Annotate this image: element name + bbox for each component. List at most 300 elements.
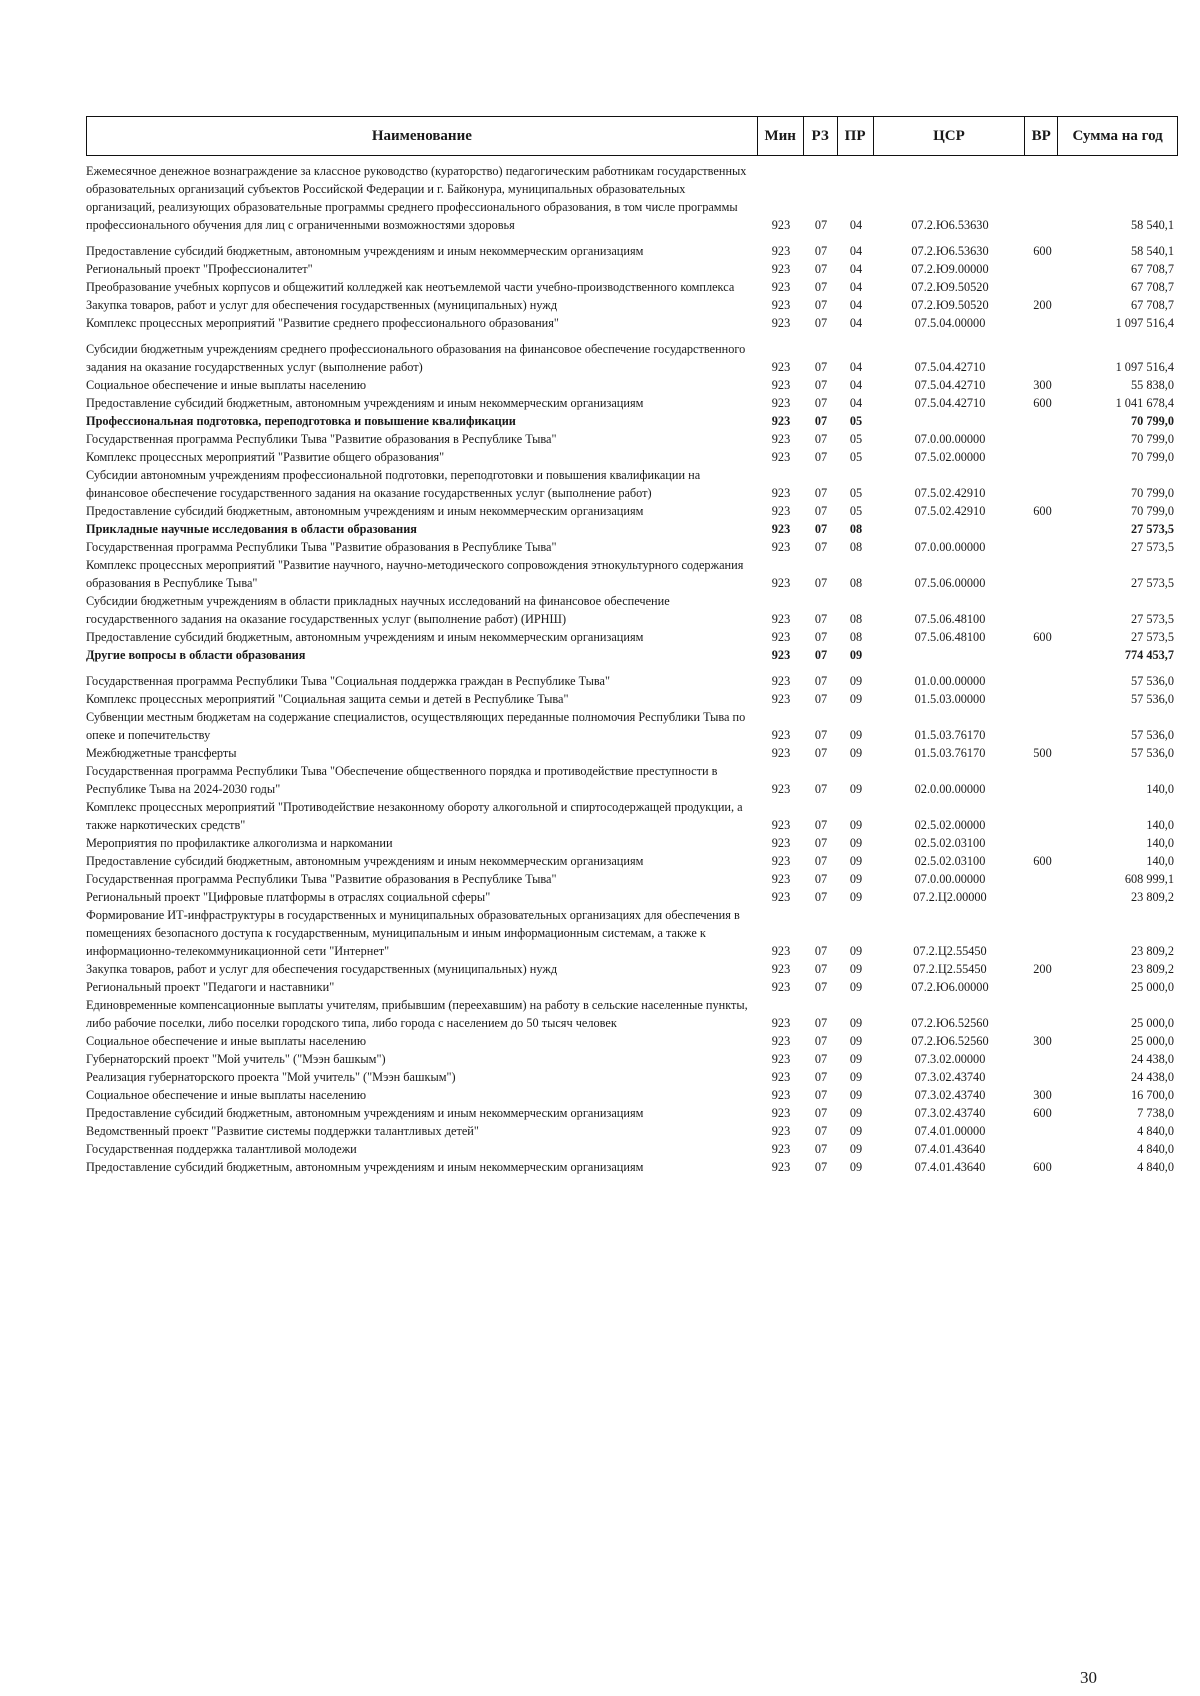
cell-name: Субвенции местным бюджетам на содержание специалистов, осуществляющих переданные полномочия Республики Тыва по опеке и попечительству <box>86 710 746 742</box>
cell-sum: 140,0 <box>1146 836 1174 850</box>
cell-csr: 07.3.02.00000 <box>914 1052 986 1066</box>
cell-rz: 07 <box>814 244 828 258</box>
table-row <box>86 502 1178 520</box>
cell-min: 923 <box>771 1124 791 1138</box>
cell-pr: 08 <box>849 522 863 536</box>
cell-min: 923 <box>771 1106 791 1120</box>
cell-min: 923 <box>771 854 791 868</box>
table-row <box>86 314 1178 332</box>
cell-pr: 09 <box>849 1034 863 1048</box>
cell-sum: 1 041 678,4 <box>1115 396 1174 410</box>
cell-vr: 200 <box>1033 962 1052 976</box>
cell-min: 923 <box>771 486 791 500</box>
cell-pr: 09 <box>849 648 863 662</box>
table-row <box>86 278 1178 296</box>
cell-rz: 07 <box>814 1106 828 1120</box>
table-row <box>86 1068 1178 1086</box>
table-row <box>86 430 1178 448</box>
header-pr: ПР <box>838 117 874 155</box>
cell-pr: 09 <box>849 1160 863 1174</box>
cell-min: 923 <box>771 1034 791 1048</box>
cell-sum: 25 000,0 <box>1130 980 1174 994</box>
cell-rz: 07 <box>814 298 828 312</box>
cell-min: 923 <box>771 378 791 392</box>
cell-name: Государственная программа Республики Тыва "Развитие образования в Республике Тыва" <box>86 432 557 446</box>
cell-sum: 1 097 516,4 <box>1115 316 1174 330</box>
cell-pr: 04 <box>849 360 863 374</box>
cell-name: Региональный проект "Цифровые платформы в отраслях социальной сферы" <box>86 890 491 904</box>
table-row <box>86 888 1178 906</box>
cell-sum: 774 453,7 <box>1124 648 1174 662</box>
table-row <box>86 1122 1178 1140</box>
cell-rz: 07 <box>814 1052 828 1066</box>
cell-sum: 58 540,1 <box>1130 218 1174 232</box>
cell-rz: 07 <box>814 486 828 500</box>
cell-rz: 07 <box>814 1016 828 1030</box>
cell-vr: 600 <box>1033 1160 1052 1174</box>
table-row <box>86 798 1178 834</box>
table-row <box>86 906 1178 960</box>
cell-name: Губернаторский проект "Мой учитель" ("Мээн башкым") <box>86 1052 386 1066</box>
cell-sum: 27 573,5 <box>1130 576 1174 590</box>
cell-csr: 07.3.02.43740 <box>914 1070 986 1084</box>
table-row <box>86 690 1178 708</box>
cell-min: 923 <box>771 360 791 374</box>
cell-csr: 07.2.Ц2.55450 <box>913 962 987 976</box>
cell-min: 923 <box>771 414 791 428</box>
cell-name: Закупка товаров, работ и услуг для обеспечения государственных (муниципальных) нужд <box>86 962 558 976</box>
table-row <box>86 708 1178 744</box>
cell-csr: 07.5.02.00000 <box>914 450 986 464</box>
cell-min: 923 <box>771 674 791 688</box>
cell-min: 923 <box>771 576 791 590</box>
cell-min: 923 <box>771 540 791 554</box>
header-name: Наименование <box>87 117 758 155</box>
cell-sum: 57 536,0 <box>1130 674 1174 688</box>
table-row <box>86 448 1178 466</box>
cell-vr: 600 <box>1033 1106 1052 1120</box>
cell-name: Предоставление субсидий бюджетным, автономным учреждениям и иным некоммерческим организациям <box>86 1160 644 1174</box>
cell-csr: 02.0.00.00000 <box>914 782 986 796</box>
cell-name: Предоставление субсидий бюджетным, автономным учреждениям и иным некоммерческим организациям <box>86 244 644 258</box>
cell-sum: 140,0 <box>1146 782 1174 796</box>
cell-rz: 07 <box>814 782 828 796</box>
cell-pr: 09 <box>849 746 863 760</box>
cell-min: 923 <box>771 432 791 446</box>
cell-sum: 67 708,7 <box>1130 280 1174 294</box>
cell-pr: 08 <box>849 630 863 644</box>
cell-vr: 600 <box>1033 854 1052 868</box>
table-row <box>86 466 1178 502</box>
table-row <box>86 340 1178 376</box>
header-sum: Сумма на год <box>1072 127 1163 144</box>
cell-csr: 07.2.Ю6.53630 <box>911 218 989 232</box>
cell-name: Ежемесячное денежное вознаграждение за классное руководство (кураторство) педагогическим работникам государственных образовательных организаций субъектов Российской Федерации и г. Байконура, муниципальных образовательных организаций, реализующих образовательные программы среднего профессионального образования, в том числе программы профессионального обучения для лиц с ограниченными возможностями здоровья <box>86 164 747 232</box>
cell-rz: 07 <box>814 648 828 662</box>
cell-min: 923 <box>771 648 791 662</box>
cell-min: 923 <box>771 728 791 742</box>
cell-rz: 07 <box>814 218 828 232</box>
cell-csr: 07.3.02.43740 <box>914 1088 986 1102</box>
cell-pr: 09 <box>849 872 863 886</box>
cell-sum: 140,0 <box>1146 854 1174 868</box>
cell-min: 923 <box>771 1142 791 1156</box>
table-row <box>86 1140 1178 1158</box>
table-row <box>86 1158 1178 1176</box>
table-row <box>86 870 1178 888</box>
cell-csr: 07.2.Ю6.52560 <box>911 1016 989 1030</box>
table-row <box>86 162 1178 234</box>
cell-csr: 07.0.00.00000 <box>914 540 986 554</box>
cell-csr: 07.0.00.00000 <box>914 432 986 446</box>
cell-name: Субсидии автономным учреждениям профессиональной подготовки, переподготовки и повышения квалификации на финансовое обеспечение государственного задания на оказание государственных услуг (выполнение работ) <box>86 468 701 500</box>
cell-name: Предоставление субсидий бюджетным, автономным учреждениям и иным некоммерческим организациям <box>86 504 644 518</box>
table-row <box>86 744 1178 762</box>
cell-sum: 16 700,0 <box>1130 1088 1174 1102</box>
cell-rz: 07 <box>814 854 828 868</box>
cell-name: Комплекс процессных мероприятий "Социальная защита семьи и детей в Республике Тыва" <box>86 692 569 706</box>
cell-pr: 09 <box>849 1124 863 1138</box>
cell-pr: 09 <box>849 836 863 850</box>
cell-sum: 70 799,0 <box>1130 486 1174 500</box>
cell-vr: 600 <box>1033 244 1052 258</box>
cell-csr: 07.2.Ц2.55450 <box>913 944 987 958</box>
cell-min: 923 <box>771 1070 791 1084</box>
cell-sum: 24 438,0 <box>1130 1052 1174 1066</box>
cell-csr: 07.4.01.00000 <box>914 1124 986 1138</box>
cell-csr: 07.5.06.00000 <box>914 576 986 590</box>
cell-pr: 08 <box>849 576 863 590</box>
cell-csr: 01.5.03.76170 <box>914 728 986 742</box>
cell-csr: 07.3.02.43740 <box>914 1106 986 1120</box>
cell-pr: 09 <box>849 854 863 868</box>
cell-name: Социальное обеспечение и иные выплаты населению <box>86 1034 367 1048</box>
cell-rz: 07 <box>814 746 828 760</box>
cell-sum: 23 809,2 <box>1130 962 1174 976</box>
cell-vr: 500 <box>1033 746 1052 760</box>
cell-csr: 07.0.00.00000 <box>914 872 986 886</box>
cell-sum: 23 809,2 <box>1130 944 1174 958</box>
cell-name: Субсидии бюджетным учреждениям в области прикладных научных исследований на финансовое обеспечение государственного задания на оказание государственных услуг (выполнение работ) (ИРНШ) <box>86 594 670 626</box>
cell-csr: 07.5.04.42710 <box>914 378 986 392</box>
table-row <box>86 394 1178 412</box>
cell-name: Социальное обеспечение и иные выплаты населению <box>86 378 367 392</box>
cell-csr: 07.5.04.42710 <box>914 396 986 410</box>
cell-min: 923 <box>771 746 791 760</box>
table-header <box>86 116 1178 156</box>
cell-sum: 70 799,0 <box>1130 414 1174 428</box>
cell-name: Ведомственный проект "Развитие системы поддержки талантливых детей" <box>86 1124 479 1138</box>
cell-vr: 300 <box>1033 378 1052 392</box>
table-row <box>86 1104 1178 1122</box>
cell-csr: 07.5.02.42910 <box>914 504 986 518</box>
cell-rz: 07 <box>814 414 828 428</box>
cell-csr: 07.2.Ю6.00000 <box>911 980 989 994</box>
cell-vr: 300 <box>1033 1088 1052 1102</box>
cell-csr: 07.5.06.48100 <box>914 630 986 644</box>
cell-min: 923 <box>771 450 791 464</box>
cell-min: 923 <box>771 612 791 626</box>
cell-pr: 09 <box>849 1016 863 1030</box>
cell-sum: 27 573,5 <box>1130 540 1174 554</box>
cell-pr: 04 <box>849 218 863 232</box>
cell-name: Предоставление субсидий бюджетным, автономным учреждениям и иным некоммерческим организациям <box>86 1106 644 1120</box>
cell-name: Государственная поддержка талантливой молодежи <box>86 1142 357 1156</box>
cell-csr: 02.5.02.03100 <box>914 836 986 850</box>
cell-rz: 07 <box>814 1124 828 1138</box>
cell-min: 923 <box>771 782 791 796</box>
cell-csr: 01.0.00.00000 <box>914 674 986 688</box>
cell-sum: 70 799,0 <box>1130 450 1174 464</box>
cell-min: 923 <box>771 244 791 258</box>
cell-rz: 07 <box>814 504 828 518</box>
cell-min: 923 <box>771 280 791 294</box>
cell-rz: 07 <box>814 944 828 958</box>
cell-rz: 07 <box>814 692 828 706</box>
cell-name: Социальное обеспечение и иные выплаты населению <box>86 1088 367 1102</box>
cell-csr: 07.2.Ю6.53630 <box>911 244 989 258</box>
cell-csr: 02.5.02.03100 <box>914 854 986 868</box>
cell-sum: 57 536,0 <box>1130 692 1174 706</box>
cell-pr: 04 <box>849 262 863 276</box>
cell-csr: 07.2.Ю6.52560 <box>911 1034 989 1048</box>
cell-pr: 04 <box>849 396 863 410</box>
cell-csr: 07.2.Ю9.50520 <box>911 298 989 312</box>
cell-rz: 07 <box>814 540 828 554</box>
cell-vr: 600 <box>1033 630 1052 644</box>
cell-sum: 58 540,1 <box>1130 244 1174 258</box>
page-number: 30 <box>1080 1668 1097 1687</box>
cell-csr: 07.5.04.00000 <box>914 316 986 330</box>
cell-csr: 07.5.04.42710 <box>914 360 986 374</box>
cell-sum: 25 000,0 <box>1130 1034 1174 1048</box>
cell-pr: 09 <box>849 674 863 688</box>
header-csr: ЦСР <box>874 117 1026 155</box>
cell-name: Преобразование учебных корпусов и общежитий колледжей как неотъемлемой части учебно-производственного комплекса <box>86 280 735 294</box>
cell-name: Государственная программа Республики Тыва "Развитие образования в Республике Тыва" <box>86 872 557 886</box>
cell-min: 923 <box>771 944 791 958</box>
cell-min: 923 <box>771 262 791 276</box>
table-row <box>86 296 1178 314</box>
header-vr: ВР <box>1025 117 1058 155</box>
cell-sum: 70 799,0 <box>1130 504 1174 518</box>
cell-pr: 09 <box>849 1142 863 1156</box>
cell-csr: 07.2.Ю9.00000 <box>911 262 989 276</box>
cell-rz: 07 <box>814 890 828 904</box>
cell-rz: 07 <box>814 280 828 294</box>
cell-rz: 07 <box>814 630 828 644</box>
cell-name: Другие вопросы в области образования <box>86 648 306 662</box>
cell-rz: 07 <box>814 396 828 410</box>
cell-name: Единовременные компенсационные выплаты учителям, прибывшим (переехавшим) на работу в сельские населенные пункты, либо рабочие поселки, либо поселки городского типа, либо города с населением до 50 тысяч человек <box>86 998 748 1030</box>
cell-name: Профессиональная подготовка, переподготовка и повышение квалификации <box>86 414 516 428</box>
table-row <box>86 852 1178 870</box>
cell-pr: 09 <box>849 1088 863 1102</box>
cell-name: Предоставление субсидий бюджетным, автономным учреждениям и иным некоммерческим организациям <box>86 630 644 644</box>
cell-sum: 4 840,0 <box>1137 1142 1174 1156</box>
cell-sum: 25 000,0 <box>1130 1016 1174 1030</box>
cell-min: 923 <box>771 890 791 904</box>
cell-pr: 05 <box>849 414 863 428</box>
cell-name: Предоставление субсидий бюджетным, автономным учреждениям и иным некоммерческим организациям <box>86 396 644 410</box>
table-row <box>86 646 1178 664</box>
cell-min: 923 <box>771 692 791 706</box>
cell-rz: 07 <box>814 262 828 276</box>
cell-pr: 05 <box>849 504 863 518</box>
table-row <box>86 260 1178 278</box>
cell-sum: 24 438,0 <box>1130 1070 1174 1084</box>
cell-rz: 07 <box>814 1088 828 1102</box>
cell-sum: 70 799,0 <box>1130 432 1174 446</box>
cell-pr: 04 <box>849 298 863 312</box>
cell-min: 923 <box>771 962 791 976</box>
cell-pr: 09 <box>849 1052 863 1066</box>
cell-csr: 07.2.Ц2.00000 <box>913 890 987 904</box>
cell-csr: 07.4.01.43640 <box>914 1160 986 1174</box>
cell-min: 923 <box>771 630 791 644</box>
cell-pr: 04 <box>849 378 863 392</box>
cell-sum: 4 840,0 <box>1137 1160 1174 1174</box>
cell-csr: 02.5.02.00000 <box>914 818 986 832</box>
cell-sum: 27 573,5 <box>1130 612 1174 626</box>
table-row <box>86 834 1178 852</box>
table-row <box>86 556 1178 592</box>
cell-name: Мероприятия по профилактике алкоголизма и наркомании <box>86 836 393 850</box>
cell-rz: 07 <box>814 576 828 590</box>
cell-rz: 07 <box>814 1034 828 1048</box>
cell-min: 923 <box>771 836 791 850</box>
cell-pr: 09 <box>849 890 863 904</box>
cell-rz: 07 <box>814 612 828 626</box>
cell-csr: 07.4.01.43640 <box>914 1142 986 1156</box>
cell-name: Реализация губернаторского проекта "Мой учитель" ("Мээн башкым") <box>86 1070 456 1084</box>
cell-pr: 09 <box>849 962 863 976</box>
cell-min: 923 <box>771 522 791 536</box>
cell-rz: 07 <box>814 728 828 742</box>
cell-csr: 01.5.03.76170 <box>914 746 986 760</box>
cell-name: Комплекс процессных мероприятий "Развитие научного, научно-методического сопровождения этнокультурного содержания образования в Республике Тыва" <box>86 558 744 590</box>
cell-pr: 05 <box>849 486 863 500</box>
cell-min: 923 <box>771 980 791 994</box>
cell-rz: 07 <box>814 962 828 976</box>
table-body <box>86 162 1178 1176</box>
cell-min: 923 <box>771 818 791 832</box>
cell-pr: 04 <box>849 280 863 294</box>
table-row <box>86 412 1178 430</box>
cell-name: Государственная программа Республики Тыва "Развитие образования в Республике Тыва" <box>86 540 557 554</box>
table-row <box>86 520 1178 538</box>
cell-pr: 05 <box>849 432 863 446</box>
cell-rz: 07 <box>814 522 828 536</box>
cell-csr: 01.5.03.00000 <box>914 692 986 706</box>
table-row <box>86 628 1178 646</box>
table-row <box>86 242 1178 260</box>
cell-pr: 09 <box>849 782 863 796</box>
table-row <box>86 960 1178 978</box>
cell-sum: 608 999,1 <box>1124 872 1174 886</box>
cell-sum: 55 838,0 <box>1130 378 1174 392</box>
cell-min: 923 <box>771 1016 791 1030</box>
cell-sum: 67 708,7 <box>1130 262 1174 276</box>
cell-sum: 140,0 <box>1146 818 1174 832</box>
cell-name: Государственная программа Республики Тыва "Социальная поддержка граждан в Республике Тыва" <box>86 674 610 688</box>
cell-min: 923 <box>771 1160 791 1174</box>
cell-min: 923 <box>771 1088 791 1102</box>
cell-rz: 07 <box>814 432 828 446</box>
cell-rz: 07 <box>814 1142 828 1156</box>
cell-sum: 1 097 516,4 <box>1115 360 1174 374</box>
table-row <box>86 1086 1178 1104</box>
cell-min: 923 <box>771 298 791 312</box>
cell-pr: 09 <box>849 980 863 994</box>
cell-min: 923 <box>771 396 791 410</box>
cell-rz: 07 <box>814 1070 828 1084</box>
cell-pr: 09 <box>849 692 863 706</box>
cell-pr: 04 <box>849 316 863 330</box>
cell-name: Комплекс процессных мероприятий "Развитие среднего профессионального образования" <box>86 316 559 330</box>
cell-csr: 07.5.06.48100 <box>914 612 986 626</box>
cell-sum: 57 536,0 <box>1130 728 1174 742</box>
cell-rz: 07 <box>814 360 828 374</box>
cell-name: Предоставление субсидий бюджетным, автономным учреждениям и иным некоммерческим организациям <box>86 854 644 868</box>
cell-vr: 600 <box>1033 396 1052 410</box>
table-row <box>86 672 1178 690</box>
cell-min: 923 <box>771 1052 791 1066</box>
table-row <box>86 592 1178 628</box>
cell-sum: 67 708,7 <box>1130 298 1174 312</box>
header-min: Мин <box>758 117 804 155</box>
cell-rz: 07 <box>814 836 828 850</box>
table-row <box>86 1032 1178 1050</box>
cell-vr: 200 <box>1033 298 1052 312</box>
cell-name: Комплекс процессных мероприятий "Развитие общего образования" <box>86 450 445 464</box>
cell-pr: 09 <box>849 1106 863 1120</box>
cell-pr: 09 <box>849 728 863 742</box>
cell-name: Региональный проект "Профессионалитет" <box>86 262 313 276</box>
cell-pr: 09 <box>849 818 863 832</box>
cell-rz: 07 <box>814 1160 828 1174</box>
table-row <box>86 538 1178 556</box>
table-row <box>86 376 1178 394</box>
cell-rz: 07 <box>814 316 828 330</box>
table-row <box>86 762 1178 798</box>
cell-name: Формирование ИТ-инфраструктуры в государственных и муниципальных образовательных организациях для обеспечения в помещениях безопасного доступа к государственным, муниципальным и иным информационным системам, а также к информационно-телекоммуникационной сети "Интернет" <box>86 908 740 958</box>
cell-sum: 4 840,0 <box>1137 1124 1174 1138</box>
cell-vr: 600 <box>1033 504 1052 518</box>
cell-min: 923 <box>771 504 791 518</box>
cell-vr: 300 <box>1033 1034 1052 1048</box>
cell-name: Комплекс процессных мероприятий "Противодействие незаконному обороту алкогольной и спиртосодержащей продукции, а также наркотических средств" <box>86 800 743 832</box>
cell-sum: 27 573,5 <box>1130 630 1174 644</box>
cell-rz: 07 <box>814 980 828 994</box>
cell-sum: 7 738,0 <box>1137 1106 1174 1120</box>
cell-min: 923 <box>771 316 791 330</box>
cell-sum: 57 536,0 <box>1130 746 1174 760</box>
cell-name: Закупка товаров, работ и услуг для обеспечения государственных (муниципальных) нужд <box>86 298 558 312</box>
cell-name: Субсидии бюджетным учреждениям среднего профессионального образования на финансовое обеспечение государственного задания на оказание государственных услуг (выполнение работ) <box>86 342 746 374</box>
table-row <box>86 1050 1178 1068</box>
cell-pr: 05 <box>849 450 863 464</box>
cell-rz: 07 <box>814 378 828 392</box>
cell-rz: 07 <box>814 818 828 832</box>
cell-min: 923 <box>771 872 791 886</box>
table-row <box>86 978 1178 996</box>
cell-name: Государственная программа Республики Тыва "Обеспечение общественного порядка и противодействие преступности в Республике Тыва на 2024-2030 годы" <box>86 764 718 796</box>
cell-csr: 07.5.02.42910 <box>914 486 986 500</box>
cell-pr: 09 <box>849 1070 863 1084</box>
cell-pr: 08 <box>849 612 863 626</box>
header-rz: РЗ <box>804 117 838 155</box>
